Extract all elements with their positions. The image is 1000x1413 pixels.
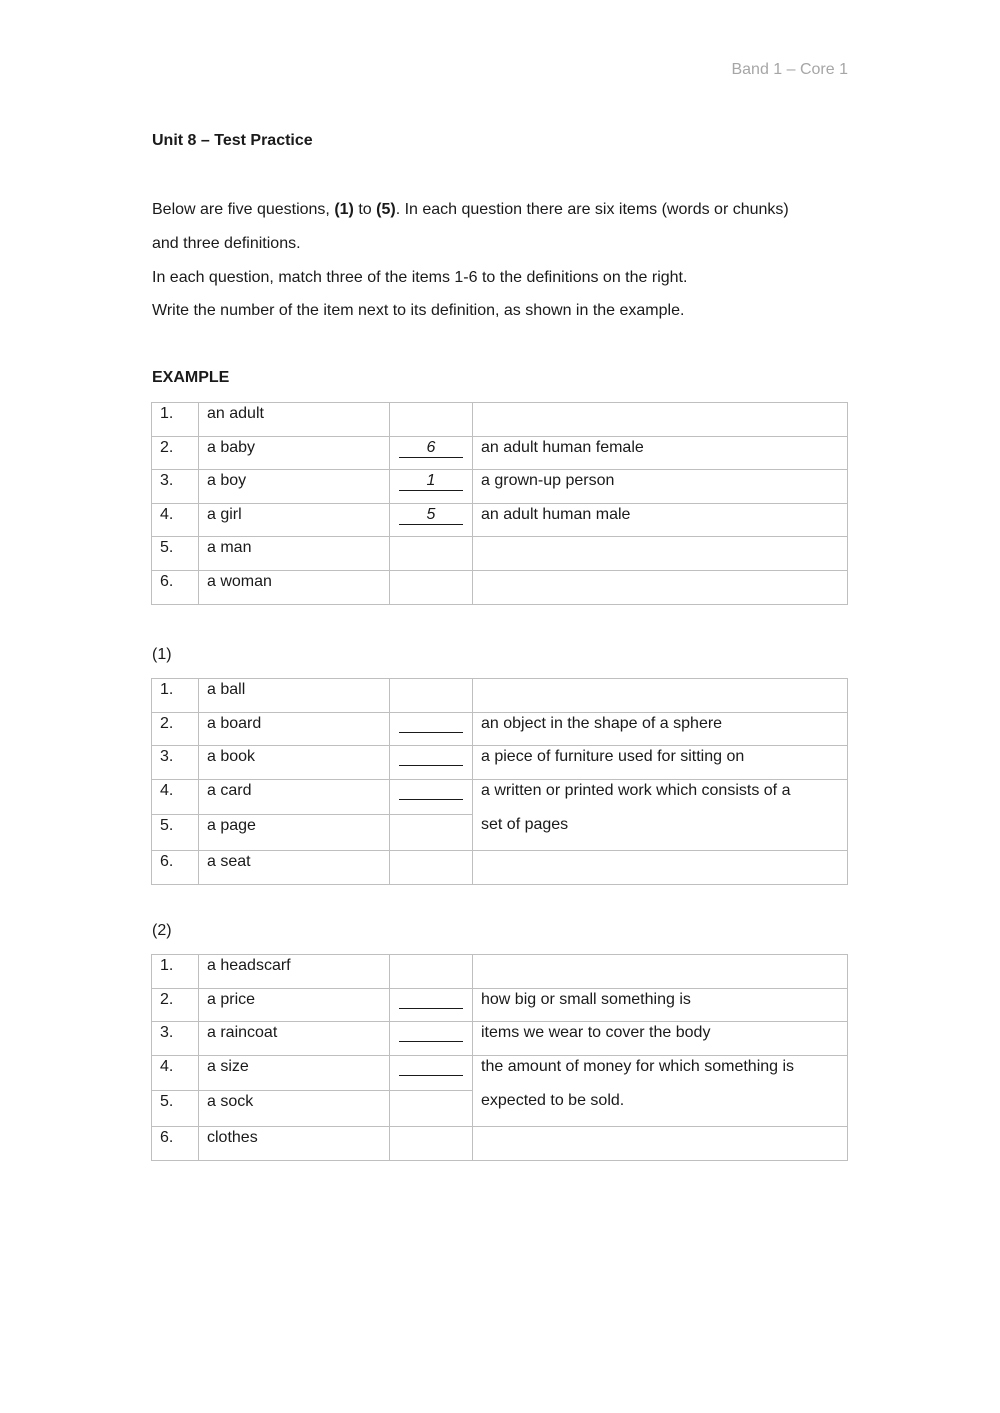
item-number: 5.: [152, 537, 199, 571]
item-number: 6.: [152, 1126, 199, 1160]
item-text: a price: [199, 988, 390, 1022]
answer-blank: 1: [399, 472, 463, 491]
item-number: 4.: [152, 779, 199, 815]
item-text: a seat: [199, 850, 390, 884]
question-1-table: [151, 678, 848, 885]
item-text: a sock: [199, 1091, 390, 1127]
item-text: a baby: [199, 436, 390, 470]
item-number: 6.: [152, 570, 199, 604]
table-row: [152, 1055, 848, 1091]
item-text: a ball: [199, 679, 390, 713]
definition-text: an adult human male: [473, 503, 848, 537]
definition-text: a written or printed work which consists of a set of pages: [473, 779, 848, 850]
item-text: a girl: [199, 503, 390, 537]
item-text: a page: [199, 815, 390, 851]
table-row: [152, 679, 848, 713]
item-text: a headscarf: [199, 955, 390, 989]
answer-blank[interactable]: [399, 747, 463, 766]
item-text: a card: [199, 779, 390, 815]
definition-text: an object in the shape of a sphere: [473, 712, 848, 746]
item-text: a woman: [199, 570, 390, 604]
item-text: a boy: [199, 470, 390, 504]
instruction-line-3: In each question, match three of the items 1-6 to the definitions on the right.: [152, 269, 688, 286]
answer-blank: 6: [399, 439, 463, 458]
table-row: [152, 503, 848, 537]
item-number: 1.: [152, 679, 199, 713]
item-number: 4.: [152, 1055, 199, 1091]
answer-blank[interactable]: [399, 990, 463, 1009]
item-number: 4.: [152, 503, 199, 537]
definition-text: how big or small something is: [473, 988, 848, 1022]
table-row: [152, 403, 848, 437]
page-title: Unit 8 – Test Practice: [152, 132, 313, 149]
item-text: a book: [199, 746, 390, 780]
answer-blank[interactable]: [399, 714, 463, 733]
item-text: a raincoat: [199, 1022, 390, 1056]
example-table: [151, 402, 848, 605]
table-row: [152, 1022, 848, 1056]
table-row: [152, 955, 848, 989]
definition-text: items we wear to cover the body: [473, 1022, 848, 1056]
item-number: 5.: [152, 1091, 199, 1127]
instruction-line-2: and three definitions.: [152, 235, 301, 252]
answer-blank[interactable]: [399, 781, 463, 800]
table-row: [152, 850, 848, 884]
table-row: [152, 779, 848, 815]
definition-text: a piece of furniture used for sitting on: [473, 746, 848, 780]
definition-text: a grown-up person: [473, 470, 848, 504]
instruction-line-4: Write the number of the item next to its definition, as shown in the example.: [152, 302, 685, 319]
example-label: EXAMPLE: [152, 369, 230, 386]
table-row: [152, 988, 848, 1022]
answer-blank[interactable]: [399, 1057, 463, 1076]
table-row: [152, 470, 848, 504]
item-text: a man: [199, 537, 390, 571]
table-row: [152, 537, 848, 571]
item-text: a size: [199, 1055, 390, 1091]
definition-text: the amount of money for which something is expected to be sold.: [473, 1055, 848, 1126]
answer-blank: 5: [399, 506, 463, 525]
item-text: clothes: [199, 1126, 390, 1160]
band-header: Band 1 – Core 1: [731, 61, 848, 78]
item-number: 2.: [152, 712, 199, 746]
item-number: 5.: [152, 815, 199, 851]
table-row: [152, 712, 848, 746]
instruction-line-1: Below are five questions, (1) to (5). In each question there are six items (words or chunks): [152, 201, 789, 218]
item-number: 2.: [152, 988, 199, 1022]
item-number: 2.: [152, 436, 199, 470]
item-number: 3.: [152, 746, 199, 780]
answer-blank[interactable]: [399, 1023, 463, 1042]
table-row: [152, 436, 848, 470]
item-number: 3.: [152, 470, 199, 504]
question-2-table: [151, 954, 848, 1161]
item-text: an adult: [199, 403, 390, 437]
definition-text: an adult human female: [473, 436, 848, 470]
table-row: [152, 1126, 848, 1160]
question-1-label: (1): [152, 646, 172, 663]
item-number: 1.: [152, 955, 199, 989]
item-text: a board: [199, 712, 390, 746]
table-row: [152, 570, 848, 604]
question-2-label: (2): [152, 922, 172, 939]
item-number: 3.: [152, 1022, 199, 1056]
table-row: [152, 746, 848, 780]
item-number: 6.: [152, 850, 199, 884]
item-number: 1.: [152, 403, 199, 437]
